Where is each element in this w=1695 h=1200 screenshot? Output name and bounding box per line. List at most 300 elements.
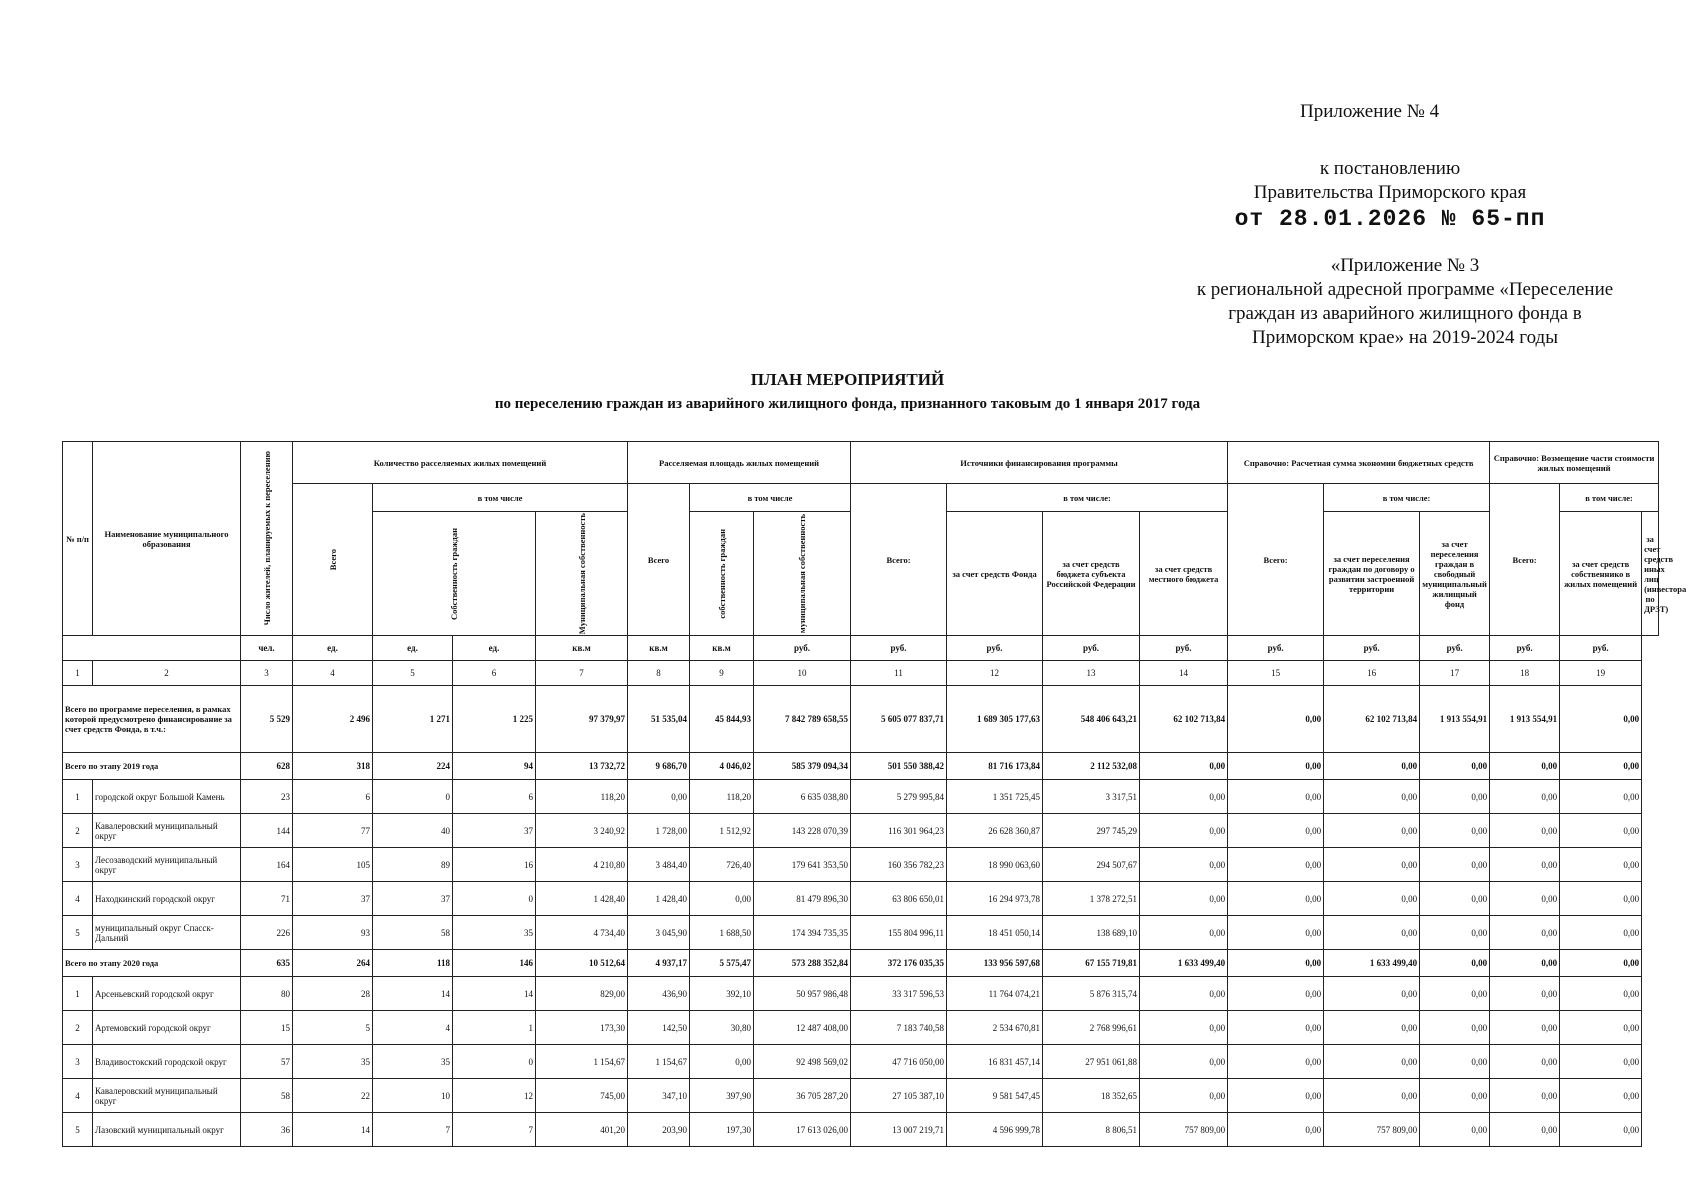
value-cell: 58 — [241, 1079, 293, 1113]
value-cell: 9 686,70 — [628, 753, 690, 780]
value-cell: 81 716 173,84 — [947, 753, 1043, 780]
value-cell: 0,00 — [1560, 753, 1642, 780]
value-cell: 372 176 035,35 — [851, 950, 947, 977]
value-cell: 1 689 305 177,63 — [947, 686, 1043, 753]
value-cell: 0,00 — [1420, 916, 1490, 950]
value-cell: 164 — [241, 848, 293, 882]
appendix3-line: Приморском крае» на 2019-2024 годы — [1251, 327, 1558, 348]
value-cell: 436,90 — [628, 977, 690, 1011]
value-cell: 0,00 — [1324, 814, 1420, 848]
table-row — [63, 1079, 1659, 1113]
value-cell: 1 428,40 — [628, 882, 690, 916]
unit-cell: руб. — [754, 636, 851, 661]
value-cell: 51 535,04 — [628, 686, 690, 753]
value-cell: 5 279 995,84 — [851, 780, 947, 814]
value-cell: 757 809,00 — [1140, 1113, 1228, 1147]
value-cell: 1 512,92 — [690, 814, 754, 848]
header-finance-group: Источники финансирования программы — [851, 442, 1228, 484]
value-cell: 3 240,92 — [536, 814, 628, 848]
value-cell: 7 842 789 658,55 — [754, 686, 851, 753]
value-cell: 573 288 352,84 — [754, 950, 851, 977]
value-cell: 27 105 387,10 — [851, 1079, 947, 1113]
header-citizens-property-area: собственность граждан — [690, 512, 754, 636]
value-cell: 0,00 — [1420, 882, 1490, 916]
row-index: 5 — [63, 1113, 93, 1147]
value-cell: 0,00 — [1140, 882, 1228, 916]
unit-cell: руб. — [1324, 636, 1420, 661]
value-cell: 0,00 — [1228, 753, 1324, 780]
value-cell: 116 301 964,23 — [851, 814, 947, 848]
value-cell: 0,00 — [1228, 1045, 1324, 1079]
value-cell: 5 529 — [241, 686, 293, 753]
appendix3-line: «Приложение № 3 — [1330, 255, 1480, 276]
header-municipal-property: Муниципальная собственность — [536, 512, 628, 636]
value-cell: 62 102 713,84 — [1140, 686, 1228, 753]
value-cell: 0,00 — [1228, 1113, 1324, 1147]
value-cell: 1 633 499,40 — [1324, 950, 1420, 977]
row-index: 1 — [63, 780, 93, 814]
value-cell: 58 — [373, 916, 453, 950]
value-cell: 1 154,67 — [536, 1045, 628, 1079]
value-cell: 0,00 — [1490, 780, 1560, 814]
value-cell: 143 228 070,39 — [754, 814, 851, 848]
unit-cell: руб. — [947, 636, 1043, 661]
column-number-cell: 14 — [1140, 661, 1228, 686]
column-number-cell: 18 — [1490, 661, 1560, 686]
value-cell: 0,00 — [628, 780, 690, 814]
municipality-name: Лесозаводский муниципальный округ — [93, 848, 241, 882]
stage-total-row — [63, 753, 1659, 780]
column-number-cell: 8 — [628, 661, 690, 686]
value-cell: 18 352,65 — [1043, 1079, 1140, 1113]
value-cell: 0,00 — [1490, 916, 1560, 950]
value-cell: 0,00 — [1420, 1079, 1490, 1113]
value-cell: 6 — [453, 780, 536, 814]
value-cell: 22 — [293, 1079, 373, 1113]
value-cell: 0,00 — [690, 882, 754, 916]
column-number-cell: 10 — [754, 661, 851, 686]
value-cell: 0,00 — [1140, 814, 1228, 848]
value-cell: 27 951 061,88 — [1043, 1045, 1140, 1079]
value-cell: 0,00 — [1228, 1011, 1324, 1045]
row-index: 3 — [63, 1045, 93, 1079]
value-cell: 62 102 713,84 — [1324, 686, 1420, 753]
unit-cell: чел. — [241, 636, 293, 661]
value-cell: 224 — [373, 753, 453, 780]
header-name: Наименование муниципального образования — [93, 442, 241, 636]
value-cell: 0,00 — [690, 1045, 754, 1079]
value-cell: 0,00 — [1420, 848, 1490, 882]
value-cell: 4 937,17 — [628, 950, 690, 977]
value-cell: 401,20 — [536, 1113, 628, 1147]
value-cell: 155 804 996,11 — [851, 916, 947, 950]
value-cell: 1 351 725,45 — [947, 780, 1043, 814]
value-cell: 1 154,67 — [628, 1045, 690, 1079]
value-cell: 0,00 — [1228, 950, 1324, 977]
value-cell: 118,20 — [690, 780, 754, 814]
value-cell: 5 605 077 837,71 — [851, 686, 947, 753]
value-cell: 174 394 735,35 — [754, 916, 851, 950]
value-cell: 37 — [293, 882, 373, 916]
value-cell: 47 716 050,00 — [851, 1045, 947, 1079]
header-local-budget: за счет средств местного бюджета — [1140, 512, 1228, 636]
value-cell: 0,00 — [1140, 916, 1228, 950]
value-cell: 16 831 457,14 — [947, 1045, 1043, 1079]
unit-cell: руб. — [1420, 636, 1490, 661]
header-finance-total: Всего: — [851, 484, 947, 636]
value-cell: 0,00 — [1420, 1045, 1490, 1079]
value-cell: 0,00 — [1228, 977, 1324, 1011]
government-name: Правительства Приморского края — [1253, 182, 1527, 203]
value-cell: 297 745,29 — [1043, 814, 1140, 848]
value-cell: 1 728,00 — [628, 814, 690, 848]
appendix3-block — [1145, 254, 1665, 350]
value-cell: 35 — [293, 1045, 373, 1079]
table-row — [63, 1045, 1659, 1079]
value-cell: 0,00 — [1560, 882, 1642, 916]
header-comp-total: Всего: — [1490, 484, 1560, 636]
value-cell: 0,00 — [1560, 977, 1642, 1011]
header-no: № п/п — [63, 442, 93, 636]
stage-total-row — [63, 950, 1659, 977]
value-cell: 33 317 596,53 — [851, 977, 947, 1011]
value-cell: 0,00 — [1420, 814, 1490, 848]
value-cell: 397,90 — [690, 1079, 754, 1113]
value-cell: 0,00 — [1420, 780, 1490, 814]
value-cell: 36 705 287,20 — [754, 1079, 851, 1113]
value-cell: 63 806 650,01 — [851, 882, 947, 916]
header-count-group: Количество расселяемых жилых помещений — [293, 442, 628, 484]
value-cell: 80 — [241, 977, 293, 1011]
unit-cell: руб. — [1140, 636, 1228, 661]
value-cell: 5 575,47 — [690, 950, 754, 977]
value-cell: 1 428,40 — [536, 882, 628, 916]
unit-cell: кв.м — [628, 636, 690, 661]
column-number-cell: 13 — [1043, 661, 1140, 686]
value-cell: 7 — [373, 1113, 453, 1147]
value-cell: 12 — [453, 1079, 536, 1113]
value-cell: 4 — [373, 1011, 453, 1045]
value-cell: 93 — [293, 916, 373, 950]
value-cell: 97 379,97 — [536, 686, 628, 753]
appendix3-line: к региональной адресной программе «Переселение — [1196, 279, 1614, 300]
value-cell: 0,00 — [1490, 814, 1560, 848]
value-cell: 138 689,10 — [1043, 916, 1140, 950]
value-cell: 0,00 — [1228, 916, 1324, 950]
table-row — [63, 1113, 1659, 1147]
table-row — [63, 848, 1659, 882]
header-free-fund: за счет переселения граждан в свободный муниципальный жилищный фонд — [1420, 512, 1490, 636]
value-cell: 0,00 — [1140, 753, 1228, 780]
unit-cell: ед. — [453, 636, 536, 661]
value-cell: 0,00 — [1490, 882, 1560, 916]
value-cell: 2 496 — [293, 686, 373, 753]
column-number-cell: 9 — [690, 661, 754, 686]
row-index: 4 — [63, 1079, 93, 1113]
row-index: 2 — [63, 1011, 93, 1045]
value-cell: 179 641 353,50 — [754, 848, 851, 882]
value-cell: 144 — [241, 814, 293, 848]
value-cell: 0,00 — [1490, 1113, 1560, 1147]
value-cell: 0,00 — [1490, 1011, 1560, 1045]
value-cell: 35 — [453, 916, 536, 950]
value-cell: 0,00 — [1560, 1011, 1642, 1045]
value-cell: 203,90 — [628, 1113, 690, 1147]
value-cell: 0,00 — [1228, 848, 1324, 882]
column-number-cell: 2 — [93, 661, 241, 686]
value-cell: 0,00 — [1560, 1113, 1642, 1147]
row-index: 3 — [63, 848, 93, 882]
value-cell: 829,00 — [536, 977, 628, 1011]
value-cell: 0,00 — [1140, 977, 1228, 1011]
value-cell: 0,00 — [1324, 780, 1420, 814]
value-cell: 0,00 — [1560, 916, 1642, 950]
header-area-incl: в том числе — [690, 484, 851, 512]
row-index: 4 — [63, 882, 93, 916]
value-cell: 7 183 740,58 — [851, 1011, 947, 1045]
value-cell: 0,00 — [1420, 950, 1490, 977]
value-cell: 14 — [373, 977, 453, 1011]
value-cell: 10 512,64 — [536, 950, 628, 977]
value-cell: 501 550 388,42 — [851, 753, 947, 780]
value-cell: 37 — [373, 882, 453, 916]
value-cell: 0,00 — [1490, 977, 1560, 1011]
municipality-name: городской округ Большой Камень — [93, 780, 241, 814]
value-cell: 226 — [241, 916, 293, 950]
municipality-name: Находкинский городской округ — [93, 882, 241, 916]
value-cell: 4 596 999,78 — [947, 1113, 1043, 1147]
value-cell: 294 507,67 — [1043, 848, 1140, 882]
value-cell: 0,00 — [1324, 977, 1420, 1011]
value-cell: 50 957 986,48 — [754, 977, 851, 1011]
value-cell: 89 — [373, 848, 453, 882]
value-cell: 0,00 — [1560, 686, 1642, 753]
value-cell: 5 876 315,74 — [1043, 977, 1140, 1011]
header-municipal-property-area: муниципальная собственность — [754, 512, 851, 636]
municipality-name: Арсеньевский городской округ — [93, 977, 241, 1011]
value-cell: 0,00 — [1560, 950, 1642, 977]
value-cell: 160 356 782,23 — [851, 848, 947, 882]
value-cell: 5 — [293, 1011, 373, 1045]
value-cell: 0,00 — [1140, 848, 1228, 882]
value-cell: 4 046,02 — [690, 753, 754, 780]
column-number-cell: 17 — [1420, 661, 1490, 686]
table-row — [63, 882, 1659, 916]
to-resolution: к постановлению — [1319, 158, 1461, 179]
value-cell: 118 — [373, 950, 453, 977]
unit-cell: руб. — [1228, 636, 1324, 661]
value-cell: 3 317,51 — [1043, 780, 1140, 814]
header-residents: Число жителей, планируемых к переселению — [241, 442, 293, 636]
value-cell: 13 732,72 — [536, 753, 628, 780]
value-cell: 0,00 — [1420, 753, 1490, 780]
municipality-name: Владивостокский городской округ — [93, 1045, 241, 1079]
appendix-number: Приложение № 4 — [1300, 101, 1440, 122]
header-savings-group: Справочно: Расчетная сумма экономии бюджетных средств — [1228, 442, 1490, 484]
value-cell: 45 844,93 — [690, 686, 754, 753]
municipality-name: Лазовский муниципальный округ — [93, 1113, 241, 1147]
value-cell: 3 045,90 — [628, 916, 690, 950]
resolution-date-number: от 28.01.2026 № 65-пп — [1234, 206, 1546, 232]
value-cell: 0,00 — [1420, 1113, 1490, 1147]
value-cell: 14 — [453, 977, 536, 1011]
header-compensation-group: Справочно: Возмещение части стоимости жилых помещений — [1490, 442, 1659, 484]
municipality-name: Кавалеровский муниципальный округ — [93, 814, 241, 848]
value-cell: 0,00 — [1420, 977, 1490, 1011]
value-cell: 392,10 — [690, 977, 754, 1011]
value-cell: 0,00 — [1490, 753, 1560, 780]
value-cell: 173,30 — [536, 1011, 628, 1045]
value-cell: 142,50 — [628, 1011, 690, 1045]
value-cell: 0,00 — [1140, 780, 1228, 814]
value-cell: 0 — [373, 780, 453, 814]
column-number-cell: 6 — [453, 661, 536, 686]
value-cell: 30,80 — [690, 1011, 754, 1045]
value-cell: 0,00 — [1560, 1079, 1642, 1113]
value-cell: 3 484,40 — [628, 848, 690, 882]
column-number-cell: 3 — [241, 661, 293, 686]
value-cell: 1 913 554,91 — [1420, 686, 1490, 753]
total-row-label: Всего по этапу 2020 года — [63, 950, 241, 977]
value-cell: 16 — [453, 848, 536, 882]
value-cell: 36 — [241, 1113, 293, 1147]
value-cell: 197,30 — [690, 1113, 754, 1147]
value-cell: 0,00 — [1490, 1045, 1560, 1079]
value-cell: 347,10 — [628, 1079, 690, 1113]
value-cell: 0,00 — [1324, 882, 1420, 916]
row-index: 2 — [63, 814, 93, 848]
value-cell: 264 — [293, 950, 373, 977]
unit-cell: ед. — [373, 636, 453, 661]
value-cell: 0,00 — [1490, 950, 1560, 977]
value-cell: 4 734,40 — [536, 916, 628, 950]
value-cell: 0 — [453, 882, 536, 916]
value-cell: 0,00 — [1560, 1045, 1642, 1079]
header-savings-total: Всего: — [1228, 484, 1324, 636]
value-cell: 0,00 — [1560, 814, 1642, 848]
value-cell: 26 628 360,87 — [947, 814, 1043, 848]
header-area-total: Всего — [628, 484, 690, 636]
value-cell: 0,00 — [1324, 1045, 1420, 1079]
header-investors: за счет средств иных лиц (инвестора по ДРЗТ) — [1642, 512, 1659, 636]
value-cell: 77 — [293, 814, 373, 848]
value-cell: 8 806,51 — [1043, 1113, 1140, 1147]
column-number-cell: 11 — [851, 661, 947, 686]
resettlement-plan-table — [62, 441, 1687, 1147]
document-title: ПЛАН МЕРОПРИЯТИЙ — [750, 370, 945, 389]
header-savings-incl: в том числе: — [1324, 484, 1490, 512]
value-cell: 16 294 973,78 — [947, 882, 1043, 916]
municipality-name: Кавалеровский муниципальный округ — [93, 1079, 241, 1113]
value-cell: 146 — [453, 950, 536, 977]
column-number-cell: 5 — [373, 661, 453, 686]
value-cell: 0,00 — [1490, 848, 1560, 882]
row-index: 1 — [63, 977, 93, 1011]
value-cell: 0,00 — [1140, 1079, 1228, 1113]
value-cell: 628 — [241, 753, 293, 780]
unit-cell: руб. — [1490, 636, 1560, 661]
value-cell: 12 487 408,00 — [754, 1011, 851, 1045]
unit-cell: кв.м — [536, 636, 628, 661]
value-cell: 2 112 532,08 — [1043, 753, 1140, 780]
unit-cell: кв.м — [690, 636, 754, 661]
value-cell: 0,00 — [1324, 848, 1420, 882]
value-cell: 15 — [241, 1011, 293, 1045]
header-area-group: Расселяемая площадь жилых помещений — [628, 442, 851, 484]
value-cell: 1 913 554,91 — [1490, 686, 1560, 753]
value-cell: 0,00 — [1420, 1011, 1490, 1045]
column-numbers-row — [63, 661, 1659, 686]
value-cell: 585 379 094,34 — [754, 753, 851, 780]
value-cell: 0,00 — [1490, 1079, 1560, 1113]
value-cell: 1 633 499,40 — [1140, 950, 1228, 977]
value-cell: 0,00 — [1228, 814, 1324, 848]
value-cell: 2 768 996,61 — [1043, 1011, 1140, 1045]
header-fund: за счет средств Фонда — [947, 512, 1043, 636]
value-cell: 133 956 597,68 — [947, 950, 1043, 977]
value-cell: 1 — [453, 1011, 536, 1045]
value-cell: 635 — [241, 950, 293, 977]
value-cell: 726,40 — [690, 848, 754, 882]
value-cell: 9 581 547,45 — [947, 1079, 1043, 1113]
table-row — [63, 1011, 1659, 1045]
value-cell: 18 451 050,14 — [947, 916, 1043, 950]
value-cell: 1 688,50 — [690, 916, 754, 950]
value-cell: 6 635 038,80 — [754, 780, 851, 814]
unit-cell: руб. — [1560, 636, 1642, 661]
value-cell: 7 — [453, 1113, 536, 1147]
total-row-label: Всего по программе переселения, в рамках которой предусмотрено финансирование за счет средств Фонда, в т.ч.: — [63, 686, 241, 753]
value-cell: 40 — [373, 814, 453, 848]
header-comp-incl: в том числе: — [1560, 484, 1659, 512]
value-cell: 81 479 896,30 — [754, 882, 851, 916]
value-cell: 1 225 — [453, 686, 536, 753]
column-number-cell: 16 — [1324, 661, 1420, 686]
row-index: 5 — [63, 916, 93, 950]
header-finance-incl: в том числе: — [947, 484, 1228, 512]
value-cell: 0,00 — [1324, 1079, 1420, 1113]
value-cell: 4 210,80 — [536, 848, 628, 882]
value-cell: 0,00 — [1228, 780, 1324, 814]
column-number-cell: 12 — [947, 661, 1043, 686]
document-subtitle: по переселению граждан из аварийного жилищного фонда, признанного таковым до 1 января 2017 года — [494, 396, 1201, 412]
value-cell: 6 — [293, 780, 373, 814]
value-cell: 18 990 063,60 — [947, 848, 1043, 882]
column-number-cell: 7 — [536, 661, 628, 686]
municipality-name: Артемовский городской округ — [93, 1011, 241, 1045]
value-cell: 92 498 569,02 — [754, 1045, 851, 1079]
value-cell: 105 — [293, 848, 373, 882]
value-cell: 11 764 074,21 — [947, 977, 1043, 1011]
unit-cell: руб. — [851, 636, 947, 661]
header-dev-agreement: за счет переселения граждан по договору о развитии застроенной территории — [1324, 512, 1420, 636]
column-number-cell: 4 — [293, 661, 373, 686]
column-number-cell: 19 — [1560, 661, 1642, 686]
header-count-incl: в том числе — [373, 484, 628, 512]
value-cell: 37 — [453, 814, 536, 848]
value-cell: 0,00 — [1560, 848, 1642, 882]
value-cell: 13 007 219,71 — [851, 1113, 947, 1147]
table-row — [63, 916, 1659, 950]
value-cell: 1 271 — [373, 686, 453, 753]
value-cell: 118,20 — [536, 780, 628, 814]
value-cell: 17 613 026,00 — [754, 1113, 851, 1147]
value-cell: 67 155 719,81 — [1043, 950, 1140, 977]
value-cell: 71 — [241, 882, 293, 916]
value-cell: 318 — [293, 753, 373, 780]
header-citizens-property: Собственность граждан — [373, 512, 536, 636]
municipality-name: муниципальный округ Спасск-Дальний — [93, 916, 241, 950]
